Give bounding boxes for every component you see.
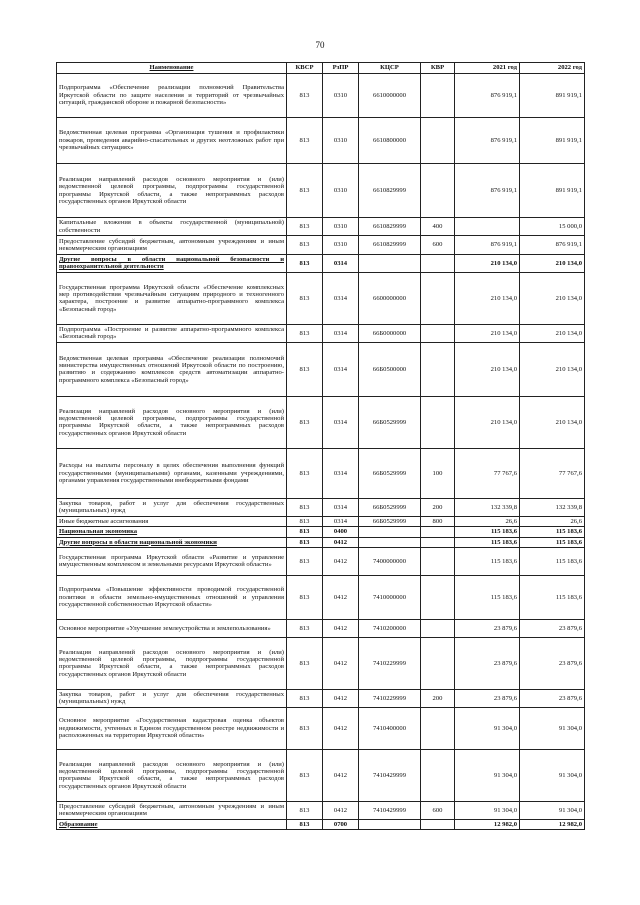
row-kcsr: 66Б0500000 xyxy=(359,342,421,396)
row-kcsr: 6610829999 xyxy=(359,164,421,218)
row-name: Реализация направлений расходов основного мероприятия и (или) ведомственной целевой программы, подпрограммы государственной программы Иркутской области, а также непрограммных расходов государственных органов Иркутской области xyxy=(57,637,287,689)
row-kcsr: 66Б0000000 xyxy=(359,324,421,342)
row-kvr xyxy=(421,118,455,164)
row-2021: 115 183,6 xyxy=(455,537,520,547)
row-kvr: 600 xyxy=(421,801,455,819)
row-kvsr: 813 xyxy=(287,324,323,342)
row-kvsr: 813 xyxy=(287,547,323,575)
row-kvr: 200 xyxy=(421,689,455,707)
row-2021: 115 183,6 xyxy=(455,547,520,575)
row-2021 xyxy=(455,218,520,236)
row-name: Подпрограмма «Обеспечение реализации полномочий Правительства Иркутской области по защите населения и территорий от чрезвычайных ситуаций, гражданской обороне и пожарной безопасности» xyxy=(57,74,287,118)
row-kvr xyxy=(421,527,455,537)
row-kvsr: 813 xyxy=(287,707,323,749)
row-kvsr: 813 xyxy=(287,255,323,273)
row-2022: 23 879,6 xyxy=(520,637,585,689)
row-kvsr: 813 xyxy=(287,74,323,118)
row-2022: 891 919,1 xyxy=(520,74,585,118)
row-kcsr: 7410429999 xyxy=(359,749,421,801)
row-kvr xyxy=(421,342,455,396)
table-row xyxy=(57,448,585,498)
row-rzpr: 0412 xyxy=(323,575,359,619)
row-rzpr: 0310 xyxy=(323,118,359,164)
row-2022: 115 183,6 xyxy=(520,537,585,547)
row-kvsr: 813 xyxy=(287,801,323,819)
row-rzpr: 0314 xyxy=(323,255,359,273)
row-kcsr: 7410229999 xyxy=(359,689,421,707)
row-kvr xyxy=(421,396,455,448)
row-2022: 876 919,1 xyxy=(520,236,585,255)
row-rzpr: 0310 xyxy=(323,74,359,118)
row-kvsr: 813 xyxy=(287,527,323,537)
row-kvr xyxy=(421,749,455,801)
row-kvr: 400 xyxy=(421,218,455,236)
row-2021: 876 919,1 xyxy=(455,236,520,255)
row-2022: 91 304,0 xyxy=(520,801,585,819)
table-row xyxy=(57,637,585,689)
row-name: Образование xyxy=(57,819,287,829)
row-2022: 23 879,6 xyxy=(520,619,585,637)
table-body xyxy=(57,74,585,830)
row-name: Подпрограмма «Построение и развитие аппаратно-программного комплекса «Безопасный город» xyxy=(57,324,287,342)
table-row xyxy=(57,819,585,829)
row-kvsr: 813 xyxy=(287,637,323,689)
row-rzpr: 0412 xyxy=(323,619,359,637)
row-rzpr: 0314 xyxy=(323,342,359,396)
table-row xyxy=(57,118,585,164)
row-rzpr: 0310 xyxy=(323,236,359,255)
row-2021: 876 919,1 xyxy=(455,118,520,164)
row-2021: 77 767,6 xyxy=(455,448,520,498)
row-2021: 91 304,0 xyxy=(455,801,520,819)
row-2021: 210 134,0 xyxy=(455,255,520,273)
row-kvsr: 813 xyxy=(287,218,323,236)
table-row xyxy=(57,255,585,273)
row-rzpr: 0412 xyxy=(323,801,359,819)
row-kvsr: 813 xyxy=(287,619,323,637)
table-row xyxy=(57,547,585,575)
table-row xyxy=(57,516,585,526)
row-kvr xyxy=(421,637,455,689)
row-name: Предоставление субсидий бюджетным, автономным учреждениям и иным некоммерческим организациям xyxy=(57,236,287,255)
row-kvr: 600 xyxy=(421,236,455,255)
row-2022: 132 339,8 xyxy=(520,498,585,516)
row-kcsr: 7410229999 xyxy=(359,637,421,689)
row-2022: 12 982,0 xyxy=(520,819,585,829)
table-row xyxy=(57,749,585,801)
row-kcsr: 66Б0529999 xyxy=(359,516,421,526)
row-rzpr: 0412 xyxy=(323,707,359,749)
table-header-row xyxy=(57,63,585,74)
row-kvsr: 813 xyxy=(287,118,323,164)
row-kvsr: 813 xyxy=(287,342,323,396)
row-rzpr: 0314 xyxy=(323,448,359,498)
table-row xyxy=(57,537,585,547)
row-kvsr: 813 xyxy=(287,749,323,801)
row-kcsr xyxy=(359,527,421,537)
header-kcsr: КЦСР xyxy=(359,63,421,74)
row-2021: 132 339,8 xyxy=(455,498,520,516)
row-rzpr: 0310 xyxy=(323,164,359,218)
row-kcsr: 6610800000 xyxy=(359,118,421,164)
row-name: Государственная программа Иркутской области «Развитие и управление имущественным комплексом и земельными ресурсами Иркутской области» xyxy=(57,547,287,575)
row-kcsr xyxy=(359,255,421,273)
row-2021: 23 879,6 xyxy=(455,619,520,637)
row-2022: 891 919,1 xyxy=(520,118,585,164)
row-kvr xyxy=(421,164,455,218)
row-kvr: 100 xyxy=(421,448,455,498)
row-2022: 15 000,0 xyxy=(520,218,585,236)
row-2022: 115 183,6 xyxy=(520,547,585,575)
row-kvr xyxy=(421,547,455,575)
row-kvr xyxy=(421,537,455,547)
row-name: Закупка товаров, работ и услуг для обеспечения государственных (муниципальных) нужд xyxy=(57,498,287,516)
row-kvsr: 813 xyxy=(287,396,323,448)
row-2021: 210 134,0 xyxy=(455,272,520,324)
table-row xyxy=(57,801,585,819)
row-2022: 115 183,6 xyxy=(520,575,585,619)
row-kcsr: 6610829999 xyxy=(359,236,421,255)
row-2021: 23 879,6 xyxy=(455,689,520,707)
row-kvr xyxy=(421,619,455,637)
row-kcsr xyxy=(359,819,421,829)
table-row xyxy=(57,707,585,749)
table-row xyxy=(57,236,585,255)
row-2021: 876 919,1 xyxy=(455,74,520,118)
row-2022: 210 134,0 xyxy=(520,342,585,396)
row-kcsr: 6610829999 xyxy=(359,218,421,236)
header-name: Наименование xyxy=(57,63,287,74)
header-kvsr: КВСР xyxy=(287,63,323,74)
row-name: Другие вопросы в области национальной безопасности и правоохранительной деятельности xyxy=(57,255,287,273)
table-row xyxy=(57,324,585,342)
budget-table xyxy=(56,62,585,830)
row-kvr: 200 xyxy=(421,498,455,516)
row-2022: 26,6 xyxy=(520,516,585,526)
row-rzpr: 0310 xyxy=(323,218,359,236)
row-rzpr: 0314 xyxy=(323,272,359,324)
row-2021: 12 982,0 xyxy=(455,819,520,829)
row-kcsr: 6600000000 xyxy=(359,272,421,324)
row-rzpr: 0314 xyxy=(323,396,359,448)
row-kvsr: 813 xyxy=(287,516,323,526)
header-2022: 2022 год xyxy=(520,63,585,74)
row-2022: 210 134,0 xyxy=(520,255,585,273)
row-kcsr: 7400000000 xyxy=(359,547,421,575)
row-2022: 91 304,0 xyxy=(520,749,585,801)
row-2021: 23 879,6 xyxy=(455,637,520,689)
row-rzpr: 0412 xyxy=(323,537,359,547)
table-row xyxy=(57,619,585,637)
row-name: Национальная экономика xyxy=(57,527,287,537)
header-kvr: КВР xyxy=(421,63,455,74)
row-kcsr: 7410400000 xyxy=(359,707,421,749)
table-row xyxy=(57,218,585,236)
row-2022: 210 134,0 xyxy=(520,272,585,324)
row-name: Реализация направлений расходов основного мероприятия и (или) ведомственной целевой программы, подпрограммы государственной программы Иркутской области, а также непрограммных расходов государственных органов Иркутской области xyxy=(57,164,287,218)
row-name: Другие вопросы в области национальной экономики xyxy=(57,537,287,547)
row-name: Реализация направлений расходов основного мероприятия и (или) ведомственной целевой программы, подпрограммы государственной программы Иркутской области, а также непрограммных расходов государственных органов Иркутской области xyxy=(57,396,287,448)
row-name: Иные бюджетные ассигнования xyxy=(57,516,287,526)
row-2022: 77 767,6 xyxy=(520,448,585,498)
row-kvr xyxy=(421,255,455,273)
row-kvr xyxy=(421,272,455,324)
table-row xyxy=(57,689,585,707)
row-2021: 26,6 xyxy=(455,516,520,526)
table-row xyxy=(57,342,585,396)
row-2021: 210 134,0 xyxy=(455,342,520,396)
row-2021: 91 304,0 xyxy=(455,707,520,749)
row-2022: 210 134,0 xyxy=(520,396,585,448)
row-name: Реализация направлений расходов основного мероприятия и (или) ведомственной целевой программы, подпрограммы государственной программы Иркутской области, а также непрограммных расходов государственных органов Иркутской области xyxy=(57,749,287,801)
row-kvsr: 813 xyxy=(287,575,323,619)
row-name: Подпрограмма «Повышение эффективности проводимой государственной политики в области земельно-имущественных отношений и управления государственной собственностью Иркутской области» xyxy=(57,575,287,619)
row-rzpr: 0314 xyxy=(323,324,359,342)
table-row xyxy=(57,272,585,324)
row-kvsr: 813 xyxy=(287,819,323,829)
row-kcsr: 7410200000 xyxy=(359,619,421,637)
row-2022: 91 304,0 xyxy=(520,707,585,749)
row-rzpr: 0314 xyxy=(323,516,359,526)
row-rzpr: 0412 xyxy=(323,547,359,575)
row-kcsr xyxy=(359,537,421,547)
page-number: 70 xyxy=(315,40,325,50)
row-kvsr: 813 xyxy=(287,498,323,516)
table-row xyxy=(57,498,585,516)
row-rzpr: 0314 xyxy=(323,498,359,516)
row-name: Предоставление субсидий бюджетным, автономным учреждениям и иным некоммерческим организациям xyxy=(57,801,287,819)
row-rzpr: 0412 xyxy=(323,637,359,689)
row-kvsr: 813 xyxy=(287,272,323,324)
row-rzpr: 0700 xyxy=(323,819,359,829)
row-2021: 115 183,6 xyxy=(455,527,520,537)
table-row xyxy=(57,575,585,619)
row-name: Государственная программа Иркутской области «Обеспечение комплексных мер противодействия чрезвычайным ситуациям природного и техногенного характера, построение и развитие аппаратно-программного комплекса «Безопасный город» xyxy=(57,272,287,324)
row-name: Основное мероприятие «Государственная кадастровая оценка объектов недвижимости, учтенных в Едином государственном реестре недвижимости и расположенных на территории Иркутской области» xyxy=(57,707,287,749)
row-2021: 876 919,1 xyxy=(455,164,520,218)
table-row xyxy=(57,527,585,537)
row-kcsr: 6610000000 xyxy=(359,74,421,118)
row-kcsr: 66Б0529999 xyxy=(359,498,421,516)
table-row xyxy=(57,164,585,218)
row-kvsr: 813 xyxy=(287,164,323,218)
row-kcsr: 66Б0529999 xyxy=(359,448,421,498)
row-kvr xyxy=(421,74,455,118)
row-kvsr: 813 xyxy=(287,448,323,498)
row-2021: 91 304,0 xyxy=(455,749,520,801)
row-2021: 115 183,6 xyxy=(455,575,520,619)
row-2022: 23 879,6 xyxy=(520,689,585,707)
row-name: Капитальные вложения в объекты государственной (муниципальной) собственности xyxy=(57,218,287,236)
row-name: Основное мероприятие «Улучшение землеустройства и землепользования» xyxy=(57,619,287,637)
row-kvr xyxy=(421,707,455,749)
row-2021: 210 134,0 xyxy=(455,396,520,448)
row-2022: 210 134,0 xyxy=(520,324,585,342)
row-name: Расходы на выплаты персоналу в целях обеспечения выполнения функций государственными (муниципальными) органами, казенными учреждениями, органами управления государственными внебюджетными фондами xyxy=(57,448,287,498)
row-kvsr: 813 xyxy=(287,689,323,707)
row-kvr: 800 xyxy=(421,516,455,526)
row-kvr xyxy=(421,819,455,829)
row-name: Ведомственная целевая программа «Организация тушения и профилактики пожаров, проведения аварийно-спасательных и других неотложных работ при чрезвычайных ситуациях» xyxy=(57,118,287,164)
row-name: Закупка товаров, работ и услуг для обеспечения государственных (муниципальных) нужд xyxy=(57,689,287,707)
row-2021: 210 134,0 xyxy=(455,324,520,342)
row-kvr xyxy=(421,575,455,619)
row-rzpr: 0412 xyxy=(323,749,359,801)
row-kcsr: 7410000000 xyxy=(359,575,421,619)
header-rzpr: РзПР xyxy=(323,63,359,74)
row-kvsr: 813 xyxy=(287,537,323,547)
row-2022: 115 183,6 xyxy=(520,527,585,537)
header-2021: 2021 год xyxy=(455,63,520,74)
row-kvsr: 813 xyxy=(287,236,323,255)
row-2022: 891 919,1 xyxy=(520,164,585,218)
row-rzpr: 0412 xyxy=(323,689,359,707)
row-kcsr: 66Б0529999 xyxy=(359,396,421,448)
table-row xyxy=(57,396,585,448)
row-name: Ведомственная целевая программа «Обеспечение реализации полномочий министерства имущественных отношений Иркутской области по построению, развитию и содержанию комплексов средств автоматизации аппаратно-программного комплекса «Безопасный город» xyxy=(57,342,287,396)
row-kcsr: 7410429999 xyxy=(359,801,421,819)
table-row xyxy=(57,74,585,118)
row-rzpr: 0400 xyxy=(323,527,359,537)
row-kvr xyxy=(421,324,455,342)
